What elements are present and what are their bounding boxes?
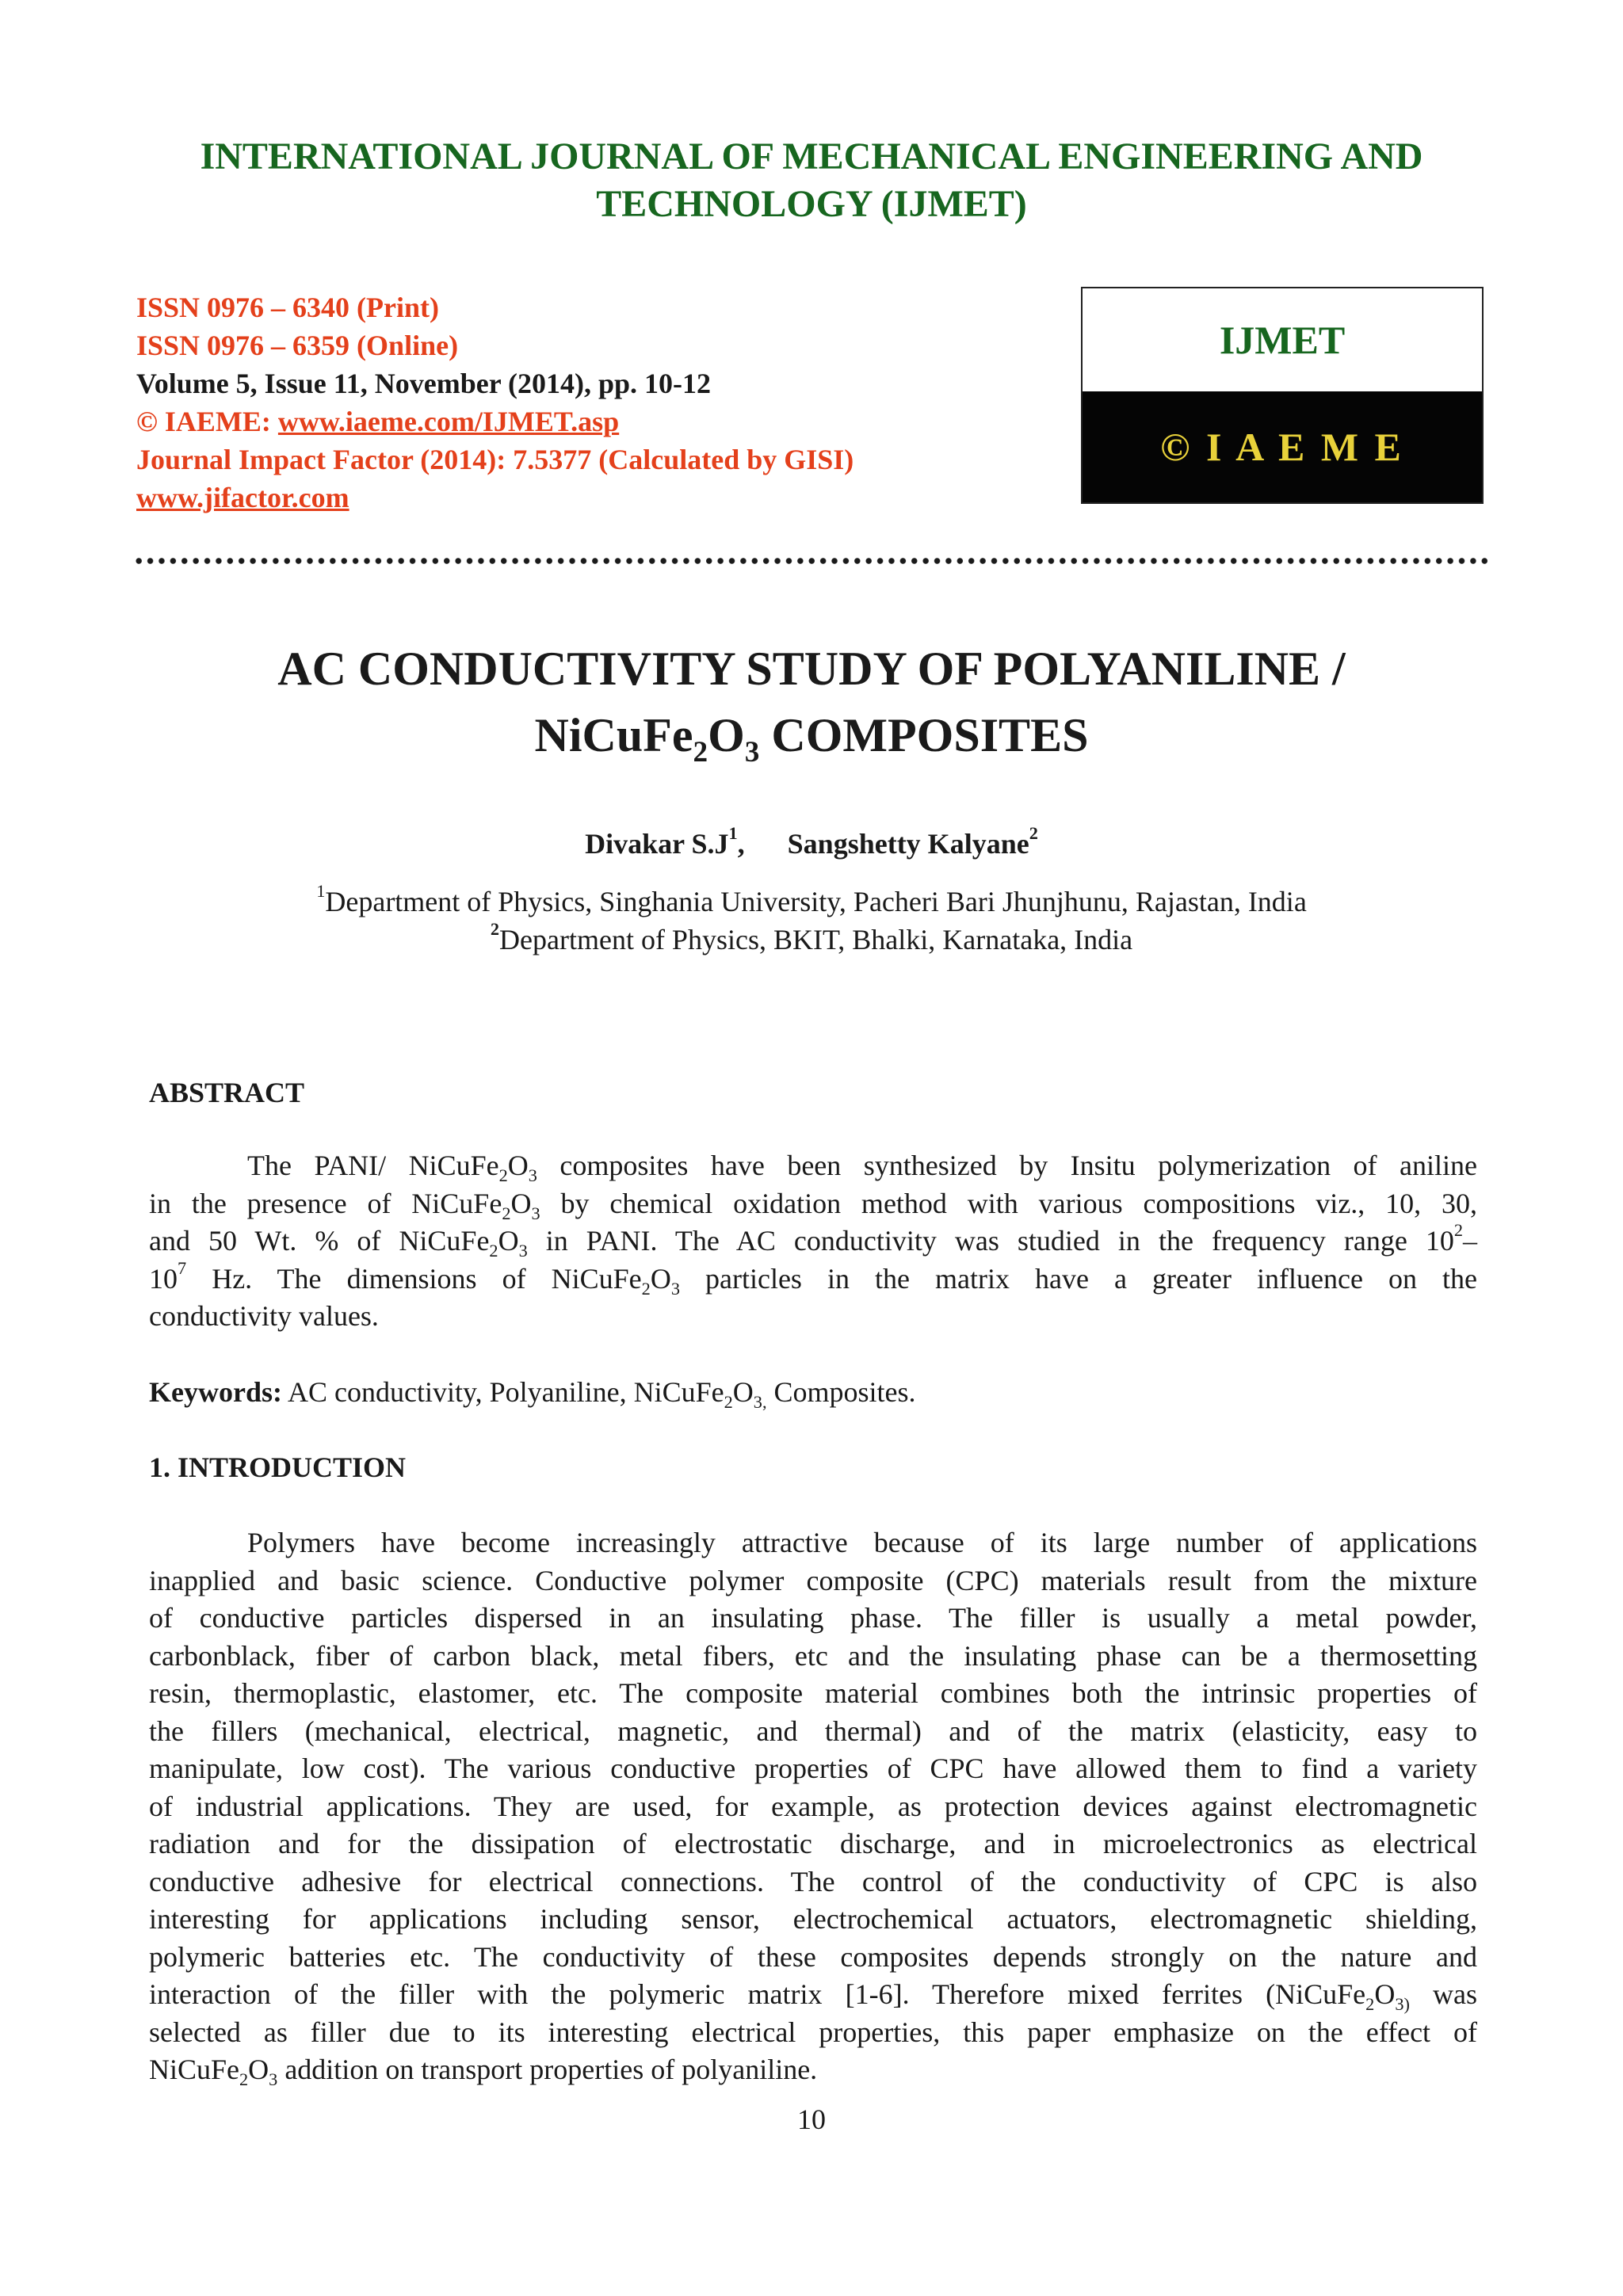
iaeme-link[interactable]: www.iaeme.com/IJMET.asp [277,406,620,437]
affiliation-1-mark: 1 [316,881,326,902]
intro-line: polymeric batteries etc. The conductivity of these composites depends strongly on the nature and [149,1940,1477,1973]
intro-line: carbonblack, fiber of carbon black, metal fibers, etc and the insulating phase can be a thermosetting [149,1639,1477,1672]
intro-line: Polymers have become increasingly attractive because of its large number of applications [247,1527,1477,1558]
title-subscript: 2 [693,736,708,769]
title-formula-part: NiCuFe [534,709,693,761]
paper-title [127,635,1496,769]
author-2-affiliation-mark: 2 [1029,823,1038,844]
issn-block [136,288,1048,517]
journal-title [119,133,1504,228]
abstract-line: and 50 Wt. % of $NiCuFe_2O_3$ in PANI. The AC conductivity was studied in the frequency range $10^2-$ [149,1220,1478,1261]
journal-title-line2: TECHNOLOGY (IJMET) [596,183,1027,225]
intro-line: radiation and for the dissipation of electrostatic discharge, and in microelectronics as electrical [149,1828,1477,1859]
title-formula-part: COMPOSITES [759,709,1089,761]
intro-line: resin, thermoplastic, elastomer, etc. The composite material combines both the intrinsic properties of [149,1677,1477,1709]
abstract-line: conductivity values. [149,1300,379,1332]
author-separator: , [737,828,745,860]
intro-line: of industrial applications. They are used, for example, as protection devices against electromagnetic [149,1790,1477,1822]
dotted-divider [133,556,1490,566]
volume-info: Volume 5, Issue 11, November (2014), pp. 10-12 [136,368,712,399]
paper-title-line2 [127,702,1496,769]
keywords [149,1374,1477,1412]
keywords-label: Keywords: [149,1376,282,1408]
jifactor-line [136,479,1048,517]
issn-online: ISSN 0976 – 6359 (Online) [136,330,459,361]
title-formula-part: O [708,709,745,761]
intro-line: interaction of the filler with the polymeric matrix [1-6]. Therefore mixed ferrites ($NiCuFe_2O_{3)}$ was [149,1978,1477,2014]
intro-line: selected as filler due to its interesting electrical properties, this paper emphasize on the effect of [149,2016,1477,2048]
paper-title-line1: AC CONDUCTIVITY STUDY OF POLYANILINE / [277,643,1346,695]
intro-line: inapplied and basic science. Conductive polymer composite (CPC) materials result from the mixture [149,1564,1477,1596]
issn-print: ISSN 0976 – 6340 (Print) [136,292,440,323]
abstract-body [149,1147,1477,1336]
keywords-line: Keywords: AC conductivity, Polyaniline, $NiCuFe_2O_{3,}$ Composites. [149,1376,916,1412]
iaeme-line [136,402,1048,441]
intro-line: manipulate, low cost). The various conductive properties of CPC have allowed them to find a variety [149,1753,1477,1784]
affiliation-1 [158,883,1465,921]
intro-line: the fillers (mechanical, electrical, magnetic, and thermal) and of the matrix (elasticity, easy to [149,1714,1477,1747]
iaeme-logo-text: © I A E M E [1083,391,1482,502]
ijmet-logo-text: IJMET [1083,288,1482,391]
iaeme-prefix: © IAEME: [136,406,278,437]
affiliations [158,883,1465,959]
affiliation-2 [158,921,1465,959]
affiliation-2-text: Department of Physics, BKIT, Bhalki, Karnataka, India [499,924,1133,955]
affiliation-2-mark: 2 [490,919,500,940]
author-1: Divakar S.J [585,828,729,860]
intro-line: $NiCuFe_2O_3$ addition on transport properties of polyaniline. [149,2054,818,2089]
affiliation-1-text: Department of Physics, Singhania University, Pacheri Bari Jhunjhunu, Rajastan, India [325,886,1307,917]
impact-factor: Journal Impact Factor (2014): 7.5377 (Calculated by GISI) [136,444,854,475]
page-number: 10 [797,2103,826,2135]
abstract-line: in the presence of $NiCuFe_2O_3$ by chemical oxidation method with various compositions viz., 10, 30, [149,1187,1477,1223]
title-subscript: 3 [744,736,760,769]
abstract-line: $10^7$ Hz. The dimensions of $NiCuFe_2O_3$ particles in the matrix have a greater influence on the [149,1257,1477,1299]
introduction-heading: 1. INTRODUCTION [149,1451,407,1483]
intro-line: conductive adhesive for electrical connections. The control of the conductivity of CPC is also [149,1865,1477,1897]
authors [317,823,1306,862]
abstract-heading: ABSTRACT [149,1077,305,1108]
intro-line: interesting for applications including sensor, electrochemical actuators, electromagnetic shielding, [149,1903,1477,1935]
author-2: Sangshetty Kalyane [787,828,1029,860]
ijmet-logo-box [1081,287,1484,504]
abstract-line: The PANI/ $NiCuFe_2O_3$ composites have been synthesized by Insitu polymerization of aniline [247,1150,1477,1185]
introduction-body [149,1524,1477,2089]
journal-title-line1: INTERNATIONAL JOURNAL OF MECHANICAL ENGINEERING AND [200,135,1423,177]
intro-line: of conductive particles dispersed in an insulating phase. The filler is usually a metal powder, [149,1602,1477,1634]
author-1-affiliation-mark: 1 [728,823,738,844]
jifactor-link[interactable]: www.jifactor.com [136,482,349,513]
